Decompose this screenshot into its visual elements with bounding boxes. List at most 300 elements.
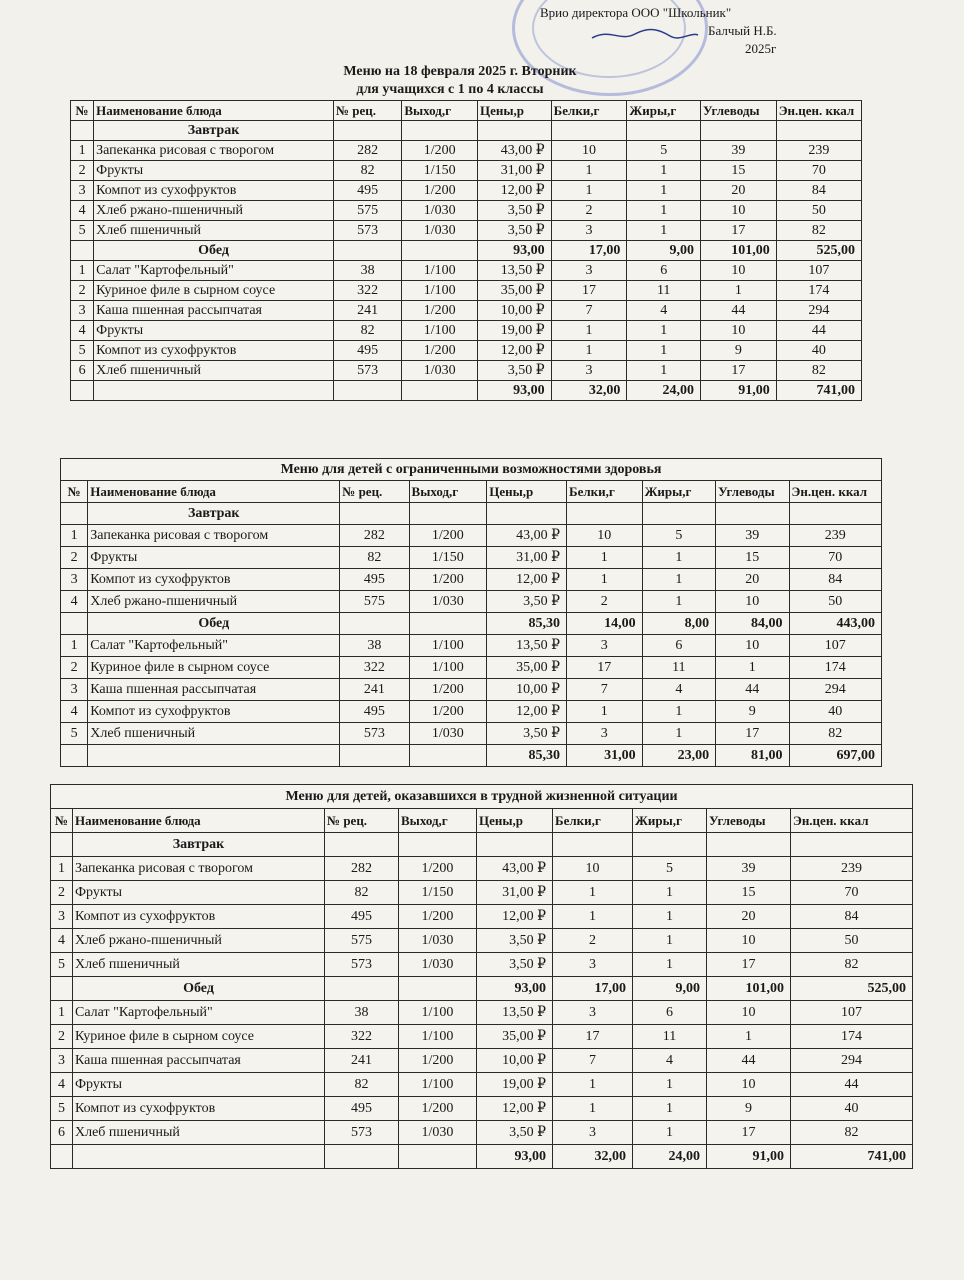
- cell-fat: 1: [642, 547, 715, 569]
- breakfast-label-row: [51, 833, 913, 857]
- cell-protein: 7: [551, 301, 627, 321]
- cell-kcal: 107: [789, 635, 881, 657]
- cell-recipe-no: 82: [325, 881, 399, 905]
- cell-protein: 17: [553, 1025, 633, 1049]
- total-price: 93,00: [477, 977, 553, 1001]
- cell-carbs: 20: [716, 569, 789, 591]
- cell-dish-name: Компот из сухофруктов: [94, 181, 334, 201]
- cell-num: 5: [71, 341, 94, 361]
- header-carbs: Углеводы: [716, 481, 789, 503]
- table-header-row: [61, 481, 882, 503]
- empty-cell: [409, 613, 487, 635]
- cell-fat: 6: [627, 261, 701, 281]
- cell-protein: 2: [551, 201, 627, 221]
- lunch-label: Обед: [88, 613, 340, 635]
- empty-cell: [399, 1145, 477, 1169]
- cell-portion: 1/150: [402, 161, 478, 181]
- header-recipe-no: № рец.: [325, 809, 399, 833]
- total-fat: 9,00: [633, 977, 707, 1001]
- header-dish-name: Наименование блюда: [73, 809, 325, 833]
- cell-dish-name: Компот из сухофруктов: [88, 701, 340, 723]
- cell-dish-name: Салат "Картофельный": [73, 1001, 325, 1025]
- cell-dish-name: Фрукты: [73, 881, 325, 905]
- cell-carbs: 15: [707, 881, 791, 905]
- cell-kcal: 70: [776, 161, 861, 181]
- cell-protein: 3: [551, 261, 627, 281]
- cell-dish-name: Хлеб ржано-пшеничный: [88, 591, 340, 613]
- cell-fat: 1: [633, 953, 707, 977]
- cell-fat: 1: [633, 929, 707, 953]
- cell-price: 10,00 ₽: [477, 1049, 553, 1073]
- cell-portion: 1/200: [402, 141, 478, 161]
- cell-portion: 1/200: [402, 181, 478, 201]
- cell-kcal: 107: [776, 261, 861, 281]
- cell-portion: 1/030: [399, 953, 477, 977]
- cell-price: 12,00 ₽: [478, 341, 552, 361]
- cell-recipe-no: 322: [333, 281, 401, 301]
- total-kcal: 525,00: [776, 241, 861, 261]
- empty-cell: [716, 503, 789, 525]
- cell-carbs: 20: [707, 905, 791, 929]
- empty-cell: [633, 833, 707, 857]
- breakfast-label: Завтрак: [73, 833, 325, 857]
- header-num: №: [61, 481, 88, 503]
- empty-cell: [707, 833, 791, 857]
- cell-dish-name: Фрукты: [94, 161, 334, 181]
- cell-num: 1: [71, 261, 94, 281]
- header-price: Цены,р: [477, 809, 553, 833]
- cell-carbs: 10: [701, 201, 777, 221]
- cell-recipe-no: 82: [333, 321, 401, 341]
- cell-kcal: 82: [789, 723, 881, 745]
- cell-carbs: 39: [701, 141, 777, 161]
- cell-fat: 1: [627, 361, 701, 381]
- table-row: [51, 1097, 913, 1121]
- total-protein: 32,00: [553, 1145, 633, 1169]
- cell-carbs: 17: [707, 953, 791, 977]
- header-protein: Белки,г: [551, 101, 627, 121]
- cell-fat: 5: [642, 525, 715, 547]
- cell-price: 31,00 ₽: [478, 161, 552, 181]
- total-price: 85,30: [487, 613, 567, 635]
- cell-protein: 7: [567, 679, 643, 701]
- cell-kcal: 40: [776, 341, 861, 361]
- cell-protein: 10: [567, 525, 643, 547]
- total-carbs: 101,00: [701, 241, 777, 261]
- cell-num: 1: [61, 635, 88, 657]
- empty-cell: [402, 381, 478, 401]
- cell-kcal: 107: [791, 1001, 913, 1025]
- empty-cell: [627, 121, 701, 141]
- cell-carbs: 10: [716, 635, 789, 657]
- cell-kcal: 50: [789, 591, 881, 613]
- cell-carbs: 1: [716, 657, 789, 679]
- table-row: [51, 1121, 913, 1145]
- cell-portion: 1/200: [399, 1097, 477, 1121]
- cell-dish-name: Хлеб ржано-пшеничный: [94, 201, 334, 221]
- cell-recipe-no: 38: [333, 261, 401, 281]
- cell-num: 5: [71, 221, 94, 241]
- empty-cell: [51, 833, 73, 857]
- total-fat: 23,00: [642, 745, 715, 767]
- cell-dish-name: Каша пшенная рассыпчатая: [73, 1049, 325, 1073]
- breakfast-total-row: [51, 977, 913, 1001]
- lunch-total-row: [71, 381, 862, 401]
- cell-protein: 2: [567, 591, 643, 613]
- empty-cell: [399, 977, 477, 1001]
- cell-kcal: 294: [789, 679, 881, 701]
- cell-recipe-no: 495: [325, 905, 399, 929]
- cell-carbs: 9: [707, 1097, 791, 1121]
- cell-dish-name: Фрукты: [88, 547, 340, 569]
- cell-kcal: 40: [789, 701, 881, 723]
- empty-cell: [642, 503, 715, 525]
- total-protein: 17,00: [553, 977, 633, 1001]
- cell-kcal: 84: [789, 569, 881, 591]
- cell-num: 2: [51, 1025, 73, 1049]
- cell-protein: 1: [553, 1097, 633, 1121]
- cell-fat: 1: [627, 181, 701, 201]
- cell-num: 5: [61, 723, 88, 745]
- header-fat: Жиры,г: [642, 481, 715, 503]
- cell-price: 31,00 ₽: [477, 881, 553, 905]
- cell-fat: 1: [633, 1073, 707, 1097]
- cell-fat: 1: [627, 201, 701, 221]
- header-carbs: Углеводы: [701, 101, 777, 121]
- cell-kcal: 174: [791, 1025, 913, 1049]
- cell-price: 43,00 ₽: [478, 141, 552, 161]
- table-row: [61, 657, 882, 679]
- cell-protein: 1: [567, 547, 643, 569]
- cell-protein: 7: [553, 1049, 633, 1073]
- cell-dish-name: Фрукты: [94, 321, 334, 341]
- empty-cell: [325, 977, 399, 1001]
- total-price: 93,00: [478, 241, 552, 261]
- total-kcal: 443,00: [789, 613, 881, 635]
- cell-recipe-no: 495: [333, 341, 401, 361]
- cell-price: 3,50 ₽: [487, 723, 567, 745]
- cell-fat: 11: [633, 1025, 707, 1049]
- cell-fat: 4: [642, 679, 715, 701]
- table-row: [71, 361, 862, 381]
- header-carbs: Углеводы: [707, 809, 791, 833]
- breakfast-label-row: [61, 503, 882, 525]
- total-kcal: 741,00: [791, 1145, 913, 1169]
- cell-fat: 1: [633, 905, 707, 929]
- cell-num: 5: [51, 953, 73, 977]
- approval-name: Балчый Н.Б.: [708, 23, 777, 38]
- cell-kcal: 44: [776, 321, 861, 341]
- approval-block: [540, 4, 840, 58]
- breakfast-label-row: [71, 121, 862, 141]
- cell-portion: 1/100: [399, 1073, 477, 1097]
- cell-num: 4: [51, 1073, 73, 1097]
- cell-num: 2: [61, 657, 88, 679]
- cell-price: 3,50 ₽: [477, 1121, 553, 1145]
- cell-dish-name: Компот из сухофруктов: [73, 1097, 325, 1121]
- cell-price: 19,00 ₽: [477, 1073, 553, 1097]
- table-row: [51, 881, 913, 905]
- cell-dish-name: Куриное филе в сырном соусе: [94, 281, 334, 301]
- cell-dish-name: Хлеб пшеничный: [88, 723, 340, 745]
- cell-price: 35,00 ₽: [477, 1025, 553, 1049]
- cell-price: 19,00 ₽: [478, 321, 552, 341]
- cell-carbs: 10: [707, 1073, 791, 1097]
- cell-carbs: 15: [716, 547, 789, 569]
- cell-portion: 1/030: [399, 1121, 477, 1145]
- breakfast-label: Завтрак: [88, 503, 340, 525]
- cell-recipe-no: 282: [340, 525, 409, 547]
- table-header-row: [71, 101, 862, 121]
- cell-price: 12,00 ₽: [478, 181, 552, 201]
- cell-portion: 1/100: [399, 1025, 477, 1049]
- table-row: [61, 679, 882, 701]
- empty-cell: [51, 1145, 73, 1169]
- empty-cell: [333, 381, 401, 401]
- table-row: [51, 1025, 913, 1049]
- cell-portion: 1/200: [402, 341, 478, 361]
- header-portion: Выход,г: [402, 101, 478, 121]
- cell-portion: 1/200: [409, 679, 487, 701]
- cell-carbs: 17: [701, 361, 777, 381]
- cell-kcal: 239: [791, 857, 913, 881]
- cell-recipe-no: 282: [333, 141, 401, 161]
- cell-portion: 1/150: [409, 547, 487, 569]
- cell-num: 2: [71, 281, 94, 301]
- cell-fat: 1: [627, 161, 701, 181]
- cell-recipe-no: 575: [325, 929, 399, 953]
- cell-dish-name: Компот из сухофруктов: [73, 905, 325, 929]
- cell-carbs: 10: [707, 1001, 791, 1025]
- cell-portion: 1/200: [399, 905, 477, 929]
- cell-fat: 1: [642, 701, 715, 723]
- breakfast-label: Завтрак: [94, 121, 334, 141]
- cell-portion: 1/150: [399, 881, 477, 905]
- cell-fat: 4: [633, 1049, 707, 1073]
- cell-kcal: 84: [776, 181, 861, 201]
- cell-kcal: 40: [791, 1097, 913, 1121]
- table-row: [71, 321, 862, 341]
- cell-price: 12,00 ₽: [477, 1097, 553, 1121]
- cell-carbs: 1: [701, 281, 777, 301]
- menu-section-title-row: [51, 785, 913, 809]
- table-row: [61, 701, 882, 723]
- menu-table-limited-health: [60, 458, 882, 767]
- cell-carbs: 20: [701, 181, 777, 201]
- cell-recipe-no: 322: [325, 1025, 399, 1049]
- cell-carbs: 9: [701, 341, 777, 361]
- cell-protein: 3: [553, 953, 633, 977]
- cell-fat: 5: [627, 141, 701, 161]
- header-portion: Выход,г: [409, 481, 487, 503]
- empty-cell: [71, 241, 94, 261]
- total-fat: 24,00: [633, 1145, 707, 1169]
- cell-fat: 6: [633, 1001, 707, 1025]
- table-row: [51, 929, 913, 953]
- cell-kcal: 82: [776, 221, 861, 241]
- approval-year: 2025г: [745, 41, 777, 56]
- cell-kcal: 70: [789, 547, 881, 569]
- cell-price: 43,00 ₽: [487, 525, 567, 547]
- cell-num: 2: [71, 161, 94, 181]
- cell-num: 5: [51, 1097, 73, 1121]
- cell-protein: 3: [567, 635, 643, 657]
- cell-kcal: 84: [791, 905, 913, 929]
- lunch-label: Обед: [94, 241, 334, 261]
- table-row: [51, 1049, 913, 1073]
- table-row: [51, 905, 913, 929]
- cell-protein: 3: [553, 1121, 633, 1145]
- cell-price: 3,50 ₽: [477, 929, 553, 953]
- cell-portion: 1/030: [402, 201, 478, 221]
- cell-recipe-no: 575: [333, 201, 401, 221]
- cell-carbs: 10: [707, 929, 791, 953]
- cell-kcal: 239: [776, 141, 861, 161]
- cell-dish-name: Запеканка рисовая с творогом: [73, 857, 325, 881]
- cell-dish-name: Фрукты: [73, 1073, 325, 1097]
- total-protein: 31,00: [567, 745, 643, 767]
- cell-fat: 1: [642, 591, 715, 613]
- table-row: [51, 857, 913, 881]
- cell-portion: 1/200: [399, 857, 477, 881]
- empty-cell: [51, 977, 73, 1001]
- empty-cell: [776, 121, 861, 141]
- cell-protein: 17: [567, 657, 643, 679]
- header-fat: Жиры,г: [633, 809, 707, 833]
- empty-cell: [340, 613, 409, 635]
- cell-carbs: 17: [716, 723, 789, 745]
- breakfast-total-row: [61, 613, 882, 635]
- cell-num: 6: [71, 361, 94, 381]
- total-protein: 17,00: [551, 241, 627, 261]
- approval-position: Врио директора ООО "Школьник": [540, 5, 732, 20]
- cell-dish-name: Салат "Картофельный": [88, 635, 340, 657]
- total-protein: 14,00: [567, 613, 643, 635]
- cell-price: 13,50 ₽: [478, 261, 552, 281]
- cell-recipe-no: 573: [340, 723, 409, 745]
- menu-section-title: Меню для детей с ограниченными возможностями здоровья: [61, 459, 882, 481]
- empty-cell: [789, 503, 881, 525]
- cell-portion: 1/200: [409, 701, 487, 723]
- total-price: 93,00: [478, 381, 552, 401]
- total-kcal: 697,00: [789, 745, 881, 767]
- total-kcal: 741,00: [776, 381, 861, 401]
- empty-cell: [325, 1145, 399, 1169]
- cell-num: 1: [61, 525, 88, 547]
- cell-protein: 1: [567, 569, 643, 591]
- cell-recipe-no: 241: [340, 679, 409, 701]
- table-row: [71, 301, 862, 321]
- cell-carbs: 39: [716, 525, 789, 547]
- table-row: [61, 525, 882, 547]
- cell-num: 4: [71, 321, 94, 341]
- table-row: [61, 635, 882, 657]
- menu-section-title: Меню для детей, оказавшихся в трудной жизненной ситуации: [51, 785, 913, 809]
- cell-dish-name: Хлеб пшеничный: [73, 1121, 325, 1145]
- empty-cell: [325, 833, 399, 857]
- cell-fat: 1: [627, 221, 701, 241]
- cell-price: 31,00 ₽: [487, 547, 567, 569]
- cell-dish-name: Компот из сухофруктов: [94, 341, 334, 361]
- total-fat: 8,00: [642, 613, 715, 635]
- cell-carbs: 10: [701, 261, 777, 281]
- table-row: [61, 723, 882, 745]
- empty-cell: [409, 503, 487, 525]
- cell-fat: 11: [627, 281, 701, 301]
- header-price: Цены,р: [478, 101, 552, 121]
- cell-kcal: 44: [791, 1073, 913, 1097]
- header-fat: Жиры,г: [627, 101, 701, 121]
- empty-cell: [61, 613, 88, 635]
- cell-protein: 10: [551, 141, 627, 161]
- total-kcal: 525,00: [791, 977, 913, 1001]
- cell-num: 3: [51, 1049, 73, 1073]
- table-row: [61, 591, 882, 613]
- cell-price: 12,00 ₽: [487, 569, 567, 591]
- cell-price: 10,00 ₽: [487, 679, 567, 701]
- cell-recipe-no: 82: [325, 1073, 399, 1097]
- cell-fat: 1: [633, 1097, 707, 1121]
- cell-protein: 3: [567, 723, 643, 745]
- cell-dish-name: Хлеб пшеничный: [94, 361, 334, 381]
- table-row: [71, 281, 862, 301]
- header-kcal: Эн.цен. ккал: [776, 101, 861, 121]
- cell-dish-name: Хлеб пшеничный: [94, 221, 334, 241]
- cell-recipe-no: 241: [333, 301, 401, 321]
- cell-num: 4: [51, 929, 73, 953]
- cell-price: 3,50 ₽: [478, 361, 552, 381]
- cell-num: 4: [71, 201, 94, 221]
- cell-protein: 1: [553, 905, 633, 929]
- cell-recipe-no: 495: [333, 181, 401, 201]
- table-row: [71, 201, 862, 221]
- cell-dish-name: Компот из сухофруктов: [88, 569, 340, 591]
- cell-portion: 1/100: [409, 657, 487, 679]
- lunch-total-row: [61, 745, 882, 767]
- cell-fat: 6: [642, 635, 715, 657]
- header-kcal: Эн.цен. ккал: [789, 481, 881, 503]
- cell-recipe-no: 495: [340, 701, 409, 723]
- empty-cell: [399, 833, 477, 857]
- table-row: [71, 141, 862, 161]
- cell-recipe-no: 282: [325, 857, 399, 881]
- cell-price: 35,00 ₽: [487, 657, 567, 679]
- empty-cell: [71, 381, 94, 401]
- cell-protein: 1: [567, 701, 643, 723]
- cell-price: 10,00 ₽: [478, 301, 552, 321]
- cell-price: 3,50 ₽: [487, 591, 567, 613]
- table-row: [71, 341, 862, 361]
- cell-portion: 1/100: [402, 281, 478, 301]
- cell-num: 4: [61, 591, 88, 613]
- cell-recipe-no: 82: [340, 547, 409, 569]
- cell-num: 2: [51, 881, 73, 905]
- cell-fat: 1: [633, 881, 707, 905]
- cell-num: 3: [61, 569, 88, 591]
- header-recipe-no: № рец.: [333, 101, 401, 121]
- cell-dish-name: Салат "Картофельный": [94, 261, 334, 281]
- cell-protein: 3: [551, 221, 627, 241]
- total-carbs: 101,00: [707, 977, 791, 1001]
- empty-cell: [340, 503, 409, 525]
- cell-price: 3,50 ₽: [478, 201, 552, 221]
- table-row: [61, 569, 882, 591]
- lunch-total-row: [51, 1145, 913, 1169]
- empty-cell: [61, 503, 88, 525]
- empty-cell: [478, 121, 552, 141]
- cell-protein: 3: [553, 1001, 633, 1025]
- cell-protein: 1: [553, 881, 633, 905]
